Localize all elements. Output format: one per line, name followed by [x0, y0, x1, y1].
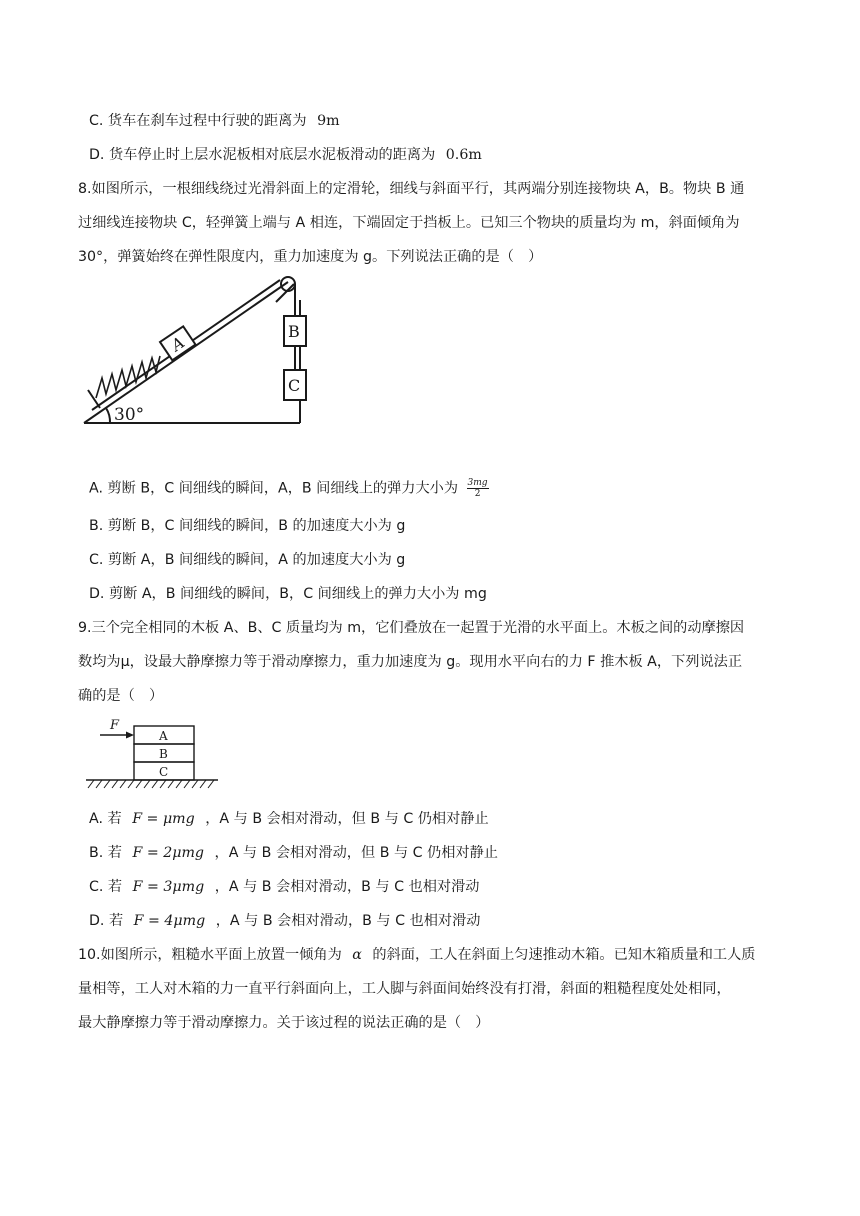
q7-option-d-value: 0.6m	[445, 147, 482, 163]
q9-stem-line2: 数均为μ，设最大静摩擦力等于滑动摩擦力，重力加速度为 g。现用水平向右的力 F 推木板 A，下列说法正	[78, 654, 743, 670]
block-c-label: C	[288, 376, 301, 395]
force-label: F	[110, 718, 120, 733]
q9-stem-line3: 确的是（ ）	[78, 688, 164, 704]
svg-text:A: A	[167, 332, 188, 355]
block-b-label: B	[288, 322, 300, 341]
q9-option-d-suffix: ，A 与 B 会相对滑动，B 与 C 也相对滑动	[215, 913, 481, 929]
q7-option-d-text: D. 货车停止时上层水泥板相对底层水泥板滑动的距离为	[89, 147, 436, 163]
q9-stacked-boards-figure	[84, 716, 224, 792]
q7-option-c-text: C. 货车在刹车过程中行驶的距离为	[89, 113, 307, 129]
q8-option-a	[89, 478, 489, 499]
q9-option-b-formula: F = 2μmg	[132, 845, 205, 861]
q10-stem-line2: 量相等，工人对木箱的力一直平行斜面向上，工人脚与斜面间始终没有打滑，斜面的粗糙程度处处相同，	[78, 981, 731, 997]
q10-stem-line3: 最大静摩擦力等于滑动摩擦力。关于该过程的说法正确的是（ ）	[78, 1015, 490, 1031]
q7-option-c	[89, 111, 340, 131]
q9-option-a-suffix: ，A 与 B 会相对滑动，但 B 与 C 仍相对静止	[205, 811, 489, 827]
q10-stem-line1	[78, 945, 755, 965]
q9-option-a-formula: F = μmg	[132, 811, 195, 827]
q9-option-c-suffix: ，A 与 B 会相对滑动，B 与 C 也相对滑动	[214, 879, 480, 895]
q10-angle-symbol: α	[352, 947, 362, 963]
board-b-label: B	[159, 747, 168, 761]
q9-option-b	[89, 843, 498, 863]
q9-option-d-prefix: D. 若	[89, 913, 124, 929]
q9-option-b-suffix: ，A 与 B 会相对滑动，但 B 与 C 仍相对静止	[214, 845, 498, 861]
q8-option-c: C. 剪断 A，B 间细线的瞬间，A 的加速度大小为 g	[89, 552, 406, 568]
q9-option-a	[89, 809, 489, 829]
q9-option-d	[89, 911, 480, 931]
board-c-label: C	[159, 765, 169, 779]
q10-stem-line1-a: 10.如图所示，粗糙水平面上放置一倾角为	[78, 947, 342, 963]
q8-stem-line3: 30°，弹簧始终在弹性限度内，重力加速度为 g。下列说法正确的是（ ）	[78, 249, 543, 265]
q8-option-a-text: A. 剪断 B，C 间细线的瞬间，A，B 间细线上的弹力大小为	[89, 480, 459, 497]
q9-option-c-prefix: C. 若	[89, 879, 123, 895]
q8-incline-figure	[80, 270, 320, 430]
board-a-label: A	[159, 729, 168, 743]
q8-option-b: B. 剪断 B，C 间细线的瞬间，B 的加速度大小为 g	[89, 518, 406, 534]
q9-stem-line1: 9.三个完全相同的木板 A、B、C 质量均为 m，它们叠放在一起置于光滑的水平面上。木板之间的动摩擦因	[78, 620, 745, 636]
angle-label: 30°	[114, 405, 145, 425]
q8-stem-line1: 8.如图所示，一根细线绕过光滑斜面上的定滑轮，细线与斜面平行，其两端分别连接物块 A，B。物块 B 通	[78, 181, 745, 197]
q8-option-a-fraction: $\frac{3mg}{2}$	[467, 478, 488, 499]
q10-stem-line1-b: 的斜面，工人在斜面上匀速推动木箱。已知木箱质量和工人质	[372, 947, 756, 963]
q9-option-b-prefix: B. 若	[89, 845, 122, 861]
force-arrowhead	[126, 732, 134, 739]
q9-option-d-formula: F = 4μmg	[133, 913, 206, 929]
q8-stem-line2: 过细线连接物块 C，轻弹簧上端与 A 相连，下端固定于挡板上。已知三个物块的质量均为 m，斜面倾角为	[78, 215, 740, 231]
q9-option-c	[89, 877, 479, 897]
q9-option-a-prefix: A. 若	[89, 811, 122, 827]
q7-option-c-value: 9m	[317, 113, 340, 129]
q8-option-d: D. 剪断 A，B 间细线的瞬间，B，C 间细线上的弹力大小为 mg	[89, 586, 487, 602]
block-a	[160, 326, 196, 360]
q7-option-d	[89, 145, 482, 165]
q9-option-c-formula: F = 3μmg	[132, 879, 205, 895]
